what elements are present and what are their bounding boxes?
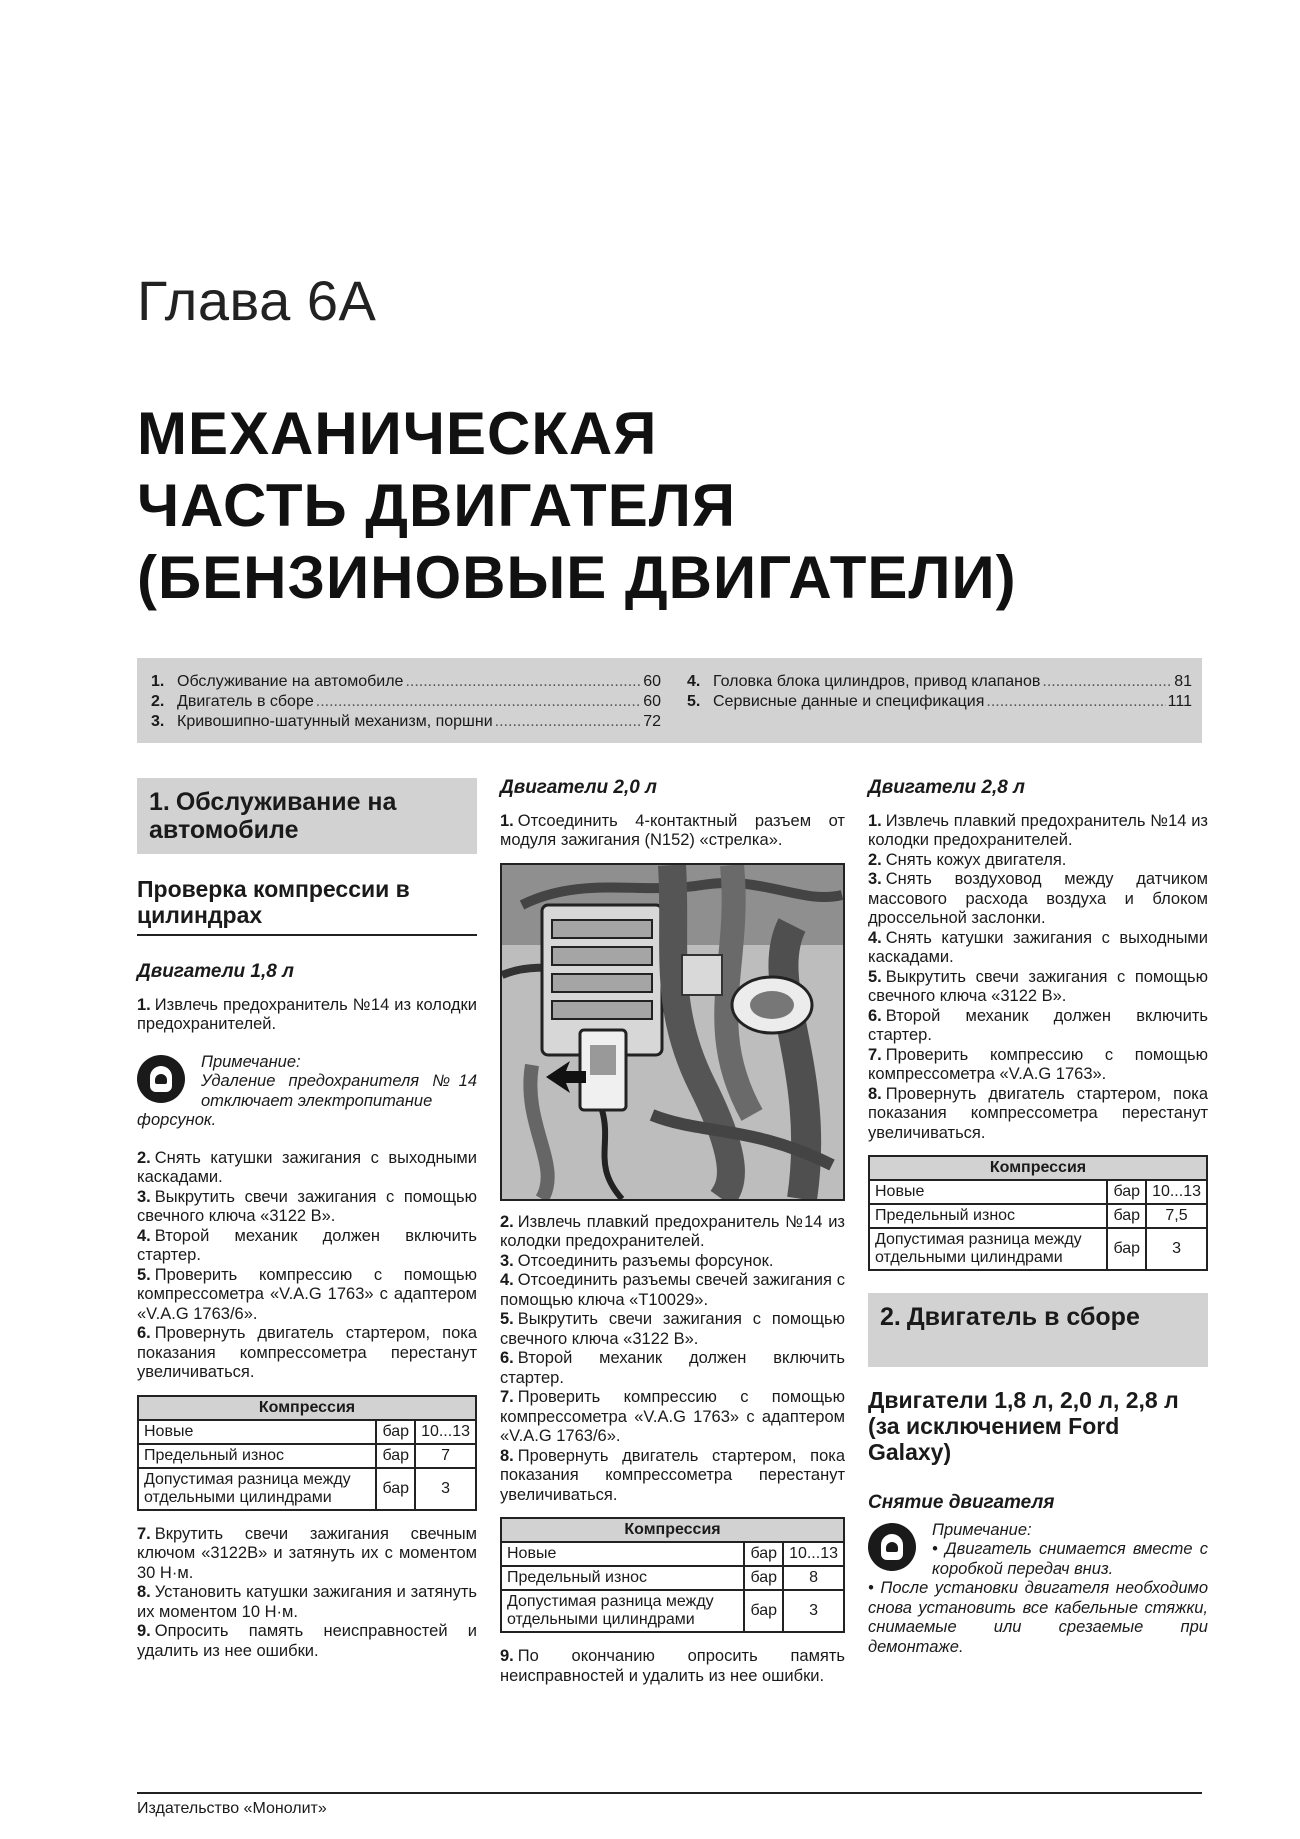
unit-cell: бар (744, 1566, 783, 1590)
step-text: Вкрутить свечи зажигания свечным ключом «3122В» и затянуть их с моментом 30 Н·м. (137, 1524, 477, 1582)
value-cell: 10...13 (783, 1542, 844, 1566)
value-cell: 8 (783, 1566, 844, 1590)
step-text: Проверить компрессию с помощью компрессометра «V.A.G 1763». (868, 1045, 1208, 1083)
toc-num: 4. (687, 673, 701, 690)
toc-leader (986, 692, 1165, 712)
step: 9. По окончанию опросить память неисправностей и удалить из нее ошибки. (500, 1647, 845, 1685)
engine-heading: Двигатели 2,0 л (500, 777, 657, 798)
step-text: Извлечь плавкий предохранитель №14 из колодки предохранителей. (868, 811, 1208, 849)
step: 7. Проверить компрессию с помощью компрессометра «V.A.G 1763» с адаптером «V.A.G 1763/6». (500, 1388, 845, 1445)
param-cell: Допустимая разница между отдельными цилиндрами (138, 1468, 376, 1510)
toc-page: 111 (1167, 693, 1192, 710)
param-cell: Новые (138, 1420, 376, 1444)
engine-heading: Двигатели 2,8 л (868, 777, 1025, 798)
step: 4. Снять катушки зажигания с выходными каскадами. (868, 928, 1208, 966)
note-header: Примечание: (201, 1052, 301, 1071)
step: 4. Отсоединить разъемы свечей зажигания с помощью ключа «Т10029». (500, 1271, 845, 1309)
value-cell: 3 (415, 1468, 476, 1510)
section-heading (868, 1293, 1208, 1367)
unit-cell: бар (376, 1420, 415, 1444)
step-text: Снять катушки зажигания с выходными каскадами. (137, 1148, 477, 1186)
param-cell: Допустимая разница между отдельными цилиндрами (501, 1590, 744, 1632)
subsection-heading: Двигатели 1,8 л, 2,0 л, 2,8 л (за исключением Ford Galaxy) (868, 1387, 1179, 1465)
table-row (138, 1444, 476, 1468)
lightbulb-icon (868, 1523, 916, 1571)
section-number: 2. (880, 1303, 901, 1331)
param-cell: Новые (869, 1180, 1107, 1204)
toc-leader (316, 692, 641, 712)
note (137, 1053, 477, 1131)
value-cell: 7 (415, 1444, 476, 1468)
step: 8. Провернуть двигатель стартером, пока показания компрессометра перестанут увеличиваться. (868, 1084, 1208, 1142)
compression-table (500, 1517, 845, 1633)
unit-cell: бар (744, 1590, 783, 1632)
value-cell: 7,5 (1146, 1204, 1207, 1228)
toc-page: 60 (643, 673, 661, 690)
table-row (869, 1228, 1207, 1270)
step-text: Выкрутить свечи зажигания с помощью свечного ключа «3122 В». (500, 1310, 845, 1348)
toc-page: 72 (643, 713, 661, 730)
step: 3. Выкрутить свечи зажигания с помощью свечного ключа «3122 В». (137, 1187, 477, 1225)
step: 6. Провернуть двигатель стартером, пока показания компрессометра перестанут увеличиваться. (137, 1324, 477, 1381)
step-text: Проверить компрессию с помощью компрессометра «V.A.G 1763» с адаптером «V.A.G 1763/6». (137, 1265, 477, 1323)
step-text: Снять катушки зажигания с выходными каскадами. (868, 928, 1208, 966)
toc-entry[interactable] (687, 672, 1192, 692)
step: 3. Отсоединить разъемы форсунок. (500, 1251, 774, 1270)
param-cell: Новые (501, 1542, 744, 1566)
unit-cell: бар (376, 1444, 415, 1468)
step: 1. Извлечь предохранитель №14 из колодки предохранителей. (137, 995, 477, 1033)
toc-text: Обслуживание на автомобиле (177, 673, 404, 690)
column-2 (500, 778, 845, 1686)
param-cell: Допустимая разница между отдельными цилиндрами (869, 1228, 1107, 1270)
note-header: Примечание: (932, 1520, 1032, 1539)
title-line-3: (БЕНЗИНОВЫЕ ДВИГАТЕЛИ) (137, 544, 1017, 611)
toc-text: Двигатель в сборе (177, 693, 314, 710)
step-text: Снять кожух двигателя. (885, 850, 1067, 869)
table-row (501, 1542, 844, 1566)
table-row (138, 1468, 476, 1510)
table-of-contents (137, 658, 1202, 743)
step-text: Проверить компрессию с помощью компрессометра «V.A.G 1763» с адаптером «V.A.G 1763/6». (500, 1388, 845, 1445)
step-text: Установить катушки зажигания и затянуть их моментом 10 Н·м. (137, 1583, 477, 1621)
subsection-heading: Проверка компрессии в цилиндрах (137, 876, 477, 936)
step: 8. Провернуть двигатель стартером, пока показания компрессометра перестанут увеличиваться. (500, 1446, 845, 1504)
toc-page: 81 (1174, 673, 1192, 690)
table-row (869, 1180, 1207, 1204)
step: 8. Установить катушки зажигания и затянуть их моментом 10 Н·м. (137, 1583, 477, 1621)
section-heading (137, 778, 477, 854)
step: 1. Отсоединить 4-контактный разъем от модуля зажигания (N152) «стрелка». (500, 811, 845, 849)
step: 7. Вкрутить свечи зажигания свечным ключом «3122В» и затянуть их с моментом 30 Н·м. (137, 1524, 477, 1582)
step-text: Провернуть двигатель стартером, пока показания компрессометра перестанут увеличиваться. (137, 1324, 477, 1381)
step-text: Второй механик должен включить стартер. (137, 1226, 477, 1264)
step-text: Второй механик должен включить стартер. (500, 1349, 845, 1387)
table-row (869, 1204, 1207, 1228)
toc-left-column (151, 672, 661, 732)
section-title: Двигатель в сборе (906, 1303, 1140, 1331)
note-text: Удаление предохранителя №14 отключает электропитание (201, 1072, 477, 1110)
value-cell: 3 (1146, 1228, 1207, 1270)
toc-text: Головка блока цилиндров, привод клапанов (713, 673, 1041, 690)
step: 5. Выкрутить свечи зажигания с помощью свечного ключа «3122 В». (500, 1310, 845, 1348)
table-header: Компрессия (869, 1156, 1207, 1180)
chapter-label: Глава 6А (137, 269, 377, 332)
toc-entry[interactable] (151, 712, 661, 732)
engine-photo (500, 863, 845, 1201)
footer-divider (137, 1792, 1202, 1794)
page-title (137, 398, 1017, 614)
note-item: • Двигатель снимается вместе с коробкой передач вниз. (932, 1540, 1208, 1578)
step-text: Выкрутить свечи зажигания с помощью свечного ключа «3122 В». (137, 1187, 477, 1225)
table-row (138, 1420, 476, 1444)
step: 2. Извлечь плавкий предохранитель №14 из колодки предохранителей. (500, 1212, 845, 1250)
step: 2. Снять катушки зажигания с выходными каскадами. (137, 1148, 477, 1186)
title-line-1: МЕХАНИЧЕСКАЯ (137, 400, 658, 467)
unit-cell: бар (376, 1468, 415, 1510)
column-3 (868, 778, 1208, 1675)
section-title: Обслуживание на автомобиле (149, 788, 397, 844)
unit-cell: бар (1107, 1180, 1146, 1204)
unit-cell: бар (1107, 1204, 1146, 1228)
unit-cell: бар (1107, 1228, 1146, 1270)
section-number: 1. (149, 788, 170, 816)
toc-num: 3. (151, 713, 165, 730)
step-text: Извлечь предохранитель №14 из колодки предохранителей. (137, 995, 477, 1033)
toc-entry[interactable] (151, 672, 661, 692)
step-text: Провернуть двигатель стартером, пока показания компрессометра перестанут увеличиваться. (500, 1446, 845, 1504)
note-text-continued: форсунок. (137, 1111, 217, 1129)
step-text: Второй механик должен включить стартер. (868, 1006, 1208, 1044)
step: 7. Проверить компрессию с помощью компрессометра «V.A.G 1763». (868, 1045, 1208, 1083)
engine-heading: Двигатели 1,8 л (137, 961, 294, 982)
step-text: Провернуть двигатель стартером, пока показания компрессометра перестанут увеличиваться. (868, 1084, 1208, 1142)
toc-page: 60 (643, 693, 661, 710)
step-text: Выкрутить свечи зажигания с помощью свечного ключа «3122 В». (868, 967, 1208, 1005)
toc-leader (1042, 672, 1172, 692)
step: 6. Второй механик должен включить стартер. (500, 1349, 845, 1387)
compression-table (137, 1395, 477, 1511)
table-row (501, 1590, 844, 1632)
toc-entry[interactable] (151, 692, 661, 712)
value-cell: 10...13 (1146, 1180, 1207, 1204)
unit-cell: бар (744, 1542, 783, 1566)
toc-text: Сервисные данные и спецификация (713, 693, 985, 710)
toc-num: 1. (151, 673, 165, 690)
step: 5. Проверить компрессию с помощью компрессометра «V.A.G 1763» с адаптером «V.A.G 1763/6». (137, 1265, 477, 1323)
step: 6. Второй механик должен включить стартер. (868, 1006, 1208, 1044)
step-text: Отсоединить 4-контактный разъем от модуля зажигания (N152) «стрелка». (500, 811, 845, 849)
toc-entry[interactable] (687, 692, 1192, 712)
value-cell: 3 (783, 1590, 844, 1632)
step-text: Отсоединить разъемы форсунок. (517, 1251, 774, 1270)
table-header: Компрессия (138, 1396, 476, 1420)
column-1 (137, 778, 477, 1661)
value-cell: 10...13 (415, 1420, 476, 1444)
title-line-2: ЧАСТЬ ДВИГАТЕЛЯ (137, 472, 736, 539)
toc-right-column (687, 672, 1192, 712)
publisher-footer: Издательство «Монолит» (137, 1800, 327, 1817)
param-cell: Предельный износ (501, 1566, 744, 1590)
step-text: Отсоединить разъемы свечей зажигания с помощью ключа «Т10029». (500, 1271, 845, 1309)
note (868, 1521, 1208, 1658)
compression-table (868, 1155, 1208, 1271)
step: 9. Опросить память неисправностей и удалить из нее ошибки. (137, 1622, 477, 1660)
step: 4. Второй механик должен включить стартер. (137, 1226, 477, 1264)
step-text: Опросить память неисправностей и удалить из нее ошибки. (137, 1622, 477, 1660)
step: 3. Снять воздуховод между датчиком массового расхода воздуха и блоком дроссельной заслонки. (868, 870, 1208, 927)
step-text: Снять воздуховод между датчиком массового расхода воздуха и блоком дроссельной заслонки. (868, 870, 1208, 927)
engine-photo-illustration (502, 865, 843, 1199)
step: 5. Выкрутить свечи зажигания с помощью свечного ключа «3122 В». (868, 967, 1208, 1005)
toc-num: 2. (151, 693, 165, 710)
note-item: • После установки двигателя необходимо снова установить все кабельные стяжки, снимаемые или срезаемые при демонтаже. (868, 1579, 1208, 1656)
toc-leader (495, 712, 642, 732)
toc-leader (405, 672, 641, 692)
step-text: По окончанию опросить память неисправностей и удалить из нее ошибки. (500, 1647, 845, 1685)
table-header: Компрессия (501, 1518, 844, 1542)
lightbulb-icon (137, 1055, 185, 1103)
removal-heading: Снятие двигателя (868, 1492, 1055, 1513)
param-cell: Предельный износ (138, 1444, 376, 1468)
toc-text: Кривошипно-шатунный механизм, поршни (177, 713, 493, 730)
toc-num: 5. (687, 693, 701, 710)
step: 1. Извлечь плавкий предохранитель №14 из колодки предохранителей. (868, 811, 1208, 849)
step: 2. Снять кожух двигателя. (868, 850, 1067, 869)
step-text: Извлечь плавкий предохранитель №14 из колодки предохранителей. (500, 1212, 845, 1250)
param-cell: Предельный износ (869, 1204, 1107, 1228)
table-row (501, 1566, 844, 1590)
